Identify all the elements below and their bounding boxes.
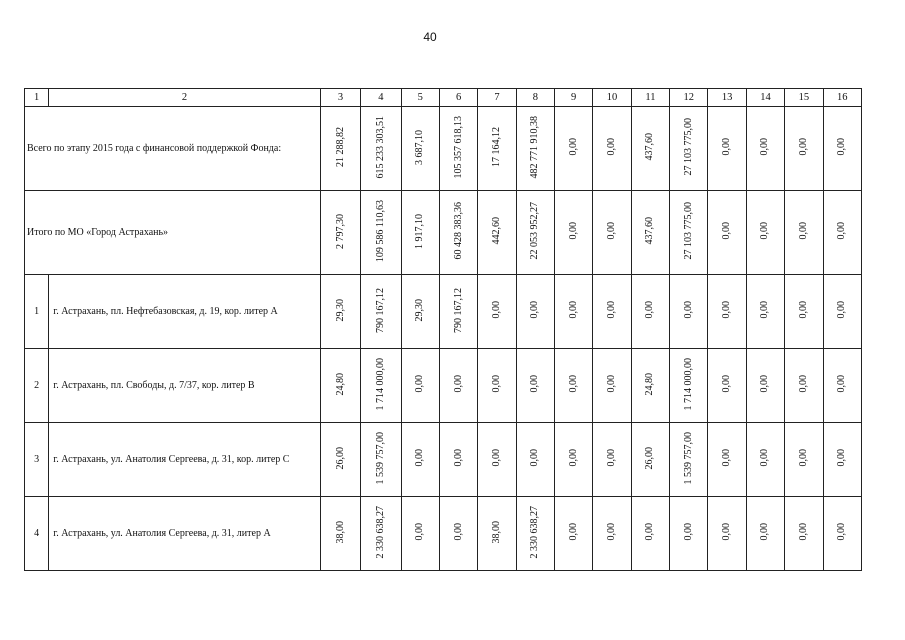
value-cell	[785, 423, 823, 497]
value-cell	[401, 107, 439, 191]
value-cell	[516, 497, 554, 571]
value-cell	[593, 107, 631, 191]
value-cell	[670, 275, 708, 349]
value-text: 0,00	[721, 222, 733, 240]
value-cell	[439, 349, 477, 423]
value-cell	[708, 191, 746, 275]
row-index: 1	[25, 275, 49, 349]
total-row	[25, 107, 862, 191]
value-cell	[516, 107, 554, 191]
value-cell	[823, 423, 861, 497]
value-text: 0,00	[759, 375, 771, 393]
address-cell: г. Астрахань, ул. Анатолия Сергеева, д. 31, кор. литер С	[49, 423, 321, 497]
value-text: 482 771 910,38	[529, 115, 541, 179]
value-cell	[823, 275, 861, 349]
value-text: 38,00	[490, 520, 502, 544]
table-row	[25, 497, 862, 571]
table-row	[25, 349, 862, 423]
value-text: 3 687,10	[414, 129, 426, 165]
value-cell	[746, 423, 784, 497]
value-text: 0,00	[644, 301, 656, 319]
column-header-11: 11	[631, 89, 669, 107]
value-text: 1 917,10	[414, 213, 426, 249]
value-text: 0,00	[606, 301, 618, 319]
value-cell	[593, 423, 631, 497]
total-label: Всего по этапу 2015 года с финансовой поддержкой Фонда:	[25, 107, 321, 191]
value-text: 105 357 618,13	[452, 115, 464, 179]
value-text: 60 428 383,36	[452, 202, 464, 260]
value-text: 0,00	[606, 375, 618, 393]
value-text: 0,00	[606, 449, 618, 467]
value-text: 615 233 303,51	[374, 115, 386, 179]
value-text: 0,00	[529, 301, 541, 319]
value-text: 0,00	[682, 301, 694, 319]
value-cell	[746, 497, 784, 571]
value-text: 0,00	[797, 222, 809, 240]
value-cell	[785, 497, 823, 571]
column-header-9: 9	[555, 89, 593, 107]
column-header-13: 13	[708, 89, 746, 107]
value-cell	[401, 191, 439, 275]
value-cell	[593, 349, 631, 423]
value-cell	[320, 191, 360, 275]
value-cell	[401, 497, 439, 571]
column-header-5: 5	[401, 89, 439, 107]
value-cell	[746, 275, 784, 349]
value-cell	[631, 497, 669, 571]
value-text: 437,60	[644, 133, 656, 161]
value-cell	[593, 497, 631, 571]
value-cell	[361, 349, 401, 423]
value-text: 0,00	[606, 222, 618, 240]
value-cell	[746, 107, 784, 191]
value-text: 0,00	[797, 375, 809, 393]
value-text: 27 103 775,00	[682, 202, 694, 260]
value-text: 26,00	[334, 446, 346, 470]
value-text: 0,00	[452, 449, 464, 467]
column-header-3: 3	[320, 89, 360, 107]
address-cell: г. Астрахань, ул. Анатолия Сергеева, д. 31, литер А	[49, 497, 321, 571]
value-cell	[708, 275, 746, 349]
row-index: 3	[25, 423, 49, 497]
value-cell	[478, 423, 516, 497]
value-cell	[593, 275, 631, 349]
value-cell	[361, 275, 401, 349]
value-text: 790 167,12	[374, 287, 386, 333]
value-text: 0,00	[721, 375, 733, 393]
value-text: 0,00	[606, 138, 618, 156]
column-header-16: 16	[823, 89, 861, 107]
header-row	[25, 89, 862, 107]
value-cell	[823, 497, 861, 571]
value-text: 0,00	[797, 138, 809, 156]
value-text: 0,00	[759, 138, 771, 156]
value-text: 2 330 638,27	[529, 505, 541, 559]
column-header-2: 2	[49, 89, 321, 107]
column-header-14: 14	[746, 89, 784, 107]
value-cell	[823, 191, 861, 275]
value-text: 0,00	[759, 449, 771, 467]
value-text: 38,00	[334, 520, 346, 544]
value-text: 1 714 000,00	[682, 357, 694, 411]
value-text: 24,80	[644, 372, 656, 396]
value-cell	[670, 349, 708, 423]
row-index: 4	[25, 497, 49, 571]
value-cell	[478, 107, 516, 191]
value-text: 24,80	[334, 372, 346, 396]
value-cell	[631, 349, 669, 423]
value-cell	[361, 423, 401, 497]
value-text: 0,00	[836, 222, 848, 240]
value-cell	[555, 423, 593, 497]
value-text: 0,00	[836, 301, 848, 319]
column-header-7: 7	[478, 89, 516, 107]
column-header-12: 12	[670, 89, 708, 107]
value-cell	[478, 191, 516, 275]
value-text: 29,30	[334, 298, 346, 322]
table-row	[25, 423, 862, 497]
value-cell	[516, 275, 554, 349]
row-index: 2	[25, 349, 49, 423]
value-text: 1 714 000,00	[374, 357, 386, 411]
value-text: 0,00	[836, 523, 848, 541]
value-text: 0,00	[490, 301, 502, 319]
value-cell	[670, 497, 708, 571]
value-text: 0,00	[529, 375, 541, 393]
value-cell	[439, 191, 477, 275]
value-text: 0,00	[490, 375, 502, 393]
column-header-10: 10	[593, 89, 631, 107]
value-text: 0,00	[567, 375, 579, 393]
value-cell	[516, 349, 554, 423]
value-text: 27 103 775,00	[682, 118, 694, 176]
value-text: 0,00	[567, 523, 579, 541]
value-cell	[785, 275, 823, 349]
value-text: 0,00	[452, 375, 464, 393]
value-cell	[823, 107, 861, 191]
value-text: 0,00	[414, 375, 426, 393]
value-cell	[361, 107, 401, 191]
value-cell	[670, 107, 708, 191]
value-cell	[555, 497, 593, 571]
value-cell	[670, 423, 708, 497]
value-text: 1 539 757,00	[374, 431, 386, 485]
value-text: 0,00	[836, 138, 848, 156]
value-cell	[478, 275, 516, 349]
value-cell	[555, 349, 593, 423]
value-cell	[361, 497, 401, 571]
value-text: 442,60	[490, 217, 502, 245]
column-header-4: 4	[361, 89, 401, 107]
address-cell: г. Астрахань, пл. Нефтебазовская, д. 19, кор. литер А	[49, 275, 321, 349]
value-cell	[631, 107, 669, 191]
value-text: 0,00	[721, 449, 733, 467]
value-cell	[593, 191, 631, 275]
value-cell	[746, 191, 784, 275]
value-cell	[401, 275, 439, 349]
column-header-15: 15	[785, 89, 823, 107]
column-header-6: 6	[439, 89, 477, 107]
value-cell	[708, 497, 746, 571]
value-text: 0,00	[452, 523, 464, 541]
value-text: 0,00	[529, 449, 541, 467]
value-text: 0,00	[836, 375, 848, 393]
value-cell	[708, 107, 746, 191]
value-text: 0,00	[490, 449, 502, 467]
value-text: 0,00	[836, 449, 848, 467]
data-table	[24, 88, 862, 571]
value-text: 0,00	[414, 523, 426, 541]
value-cell	[439, 497, 477, 571]
value-text: 0,00	[682, 523, 694, 541]
value-text: 0,00	[414, 449, 426, 467]
value-cell	[823, 349, 861, 423]
value-cell	[439, 107, 477, 191]
value-cell	[708, 423, 746, 497]
value-text: 0,00	[644, 523, 656, 541]
value-cell	[320, 275, 360, 349]
value-cell	[670, 191, 708, 275]
value-text: 0,00	[759, 523, 771, 541]
value-text: 21 288,82	[334, 127, 346, 167]
value-cell	[401, 423, 439, 497]
value-text: 0,00	[759, 301, 771, 319]
total-row	[25, 191, 862, 275]
value-cell	[439, 423, 477, 497]
value-cell	[785, 191, 823, 275]
value-cell	[516, 191, 554, 275]
column-header-1: 1	[25, 89, 49, 107]
value-text: 0,00	[567, 222, 579, 240]
value-text: 22 053 952,27	[529, 202, 541, 260]
value-cell	[708, 349, 746, 423]
value-text: 0,00	[567, 449, 579, 467]
value-cell	[478, 349, 516, 423]
value-text: 0,00	[721, 138, 733, 156]
value-cell	[631, 275, 669, 349]
table-row	[25, 275, 862, 349]
page-number: 40	[423, 30, 437, 44]
value-text: 0,00	[759, 222, 771, 240]
value-text: 17 164,12	[490, 127, 502, 167]
value-text: 437,60	[644, 217, 656, 245]
value-text: 29,30	[414, 298, 426, 322]
total-label: Итого по МО «Город Астрахань»	[25, 191, 321, 275]
value-cell	[631, 423, 669, 497]
value-cell	[555, 107, 593, 191]
value-text: 2 797,30	[334, 213, 346, 249]
value-text: 1 539 757,00	[682, 431, 694, 485]
value-cell	[785, 107, 823, 191]
value-cell	[320, 349, 360, 423]
value-cell	[555, 191, 593, 275]
value-text: 0,00	[567, 138, 579, 156]
value-text: 790 167,12	[452, 287, 464, 333]
value-cell	[478, 497, 516, 571]
address-cell: г. Астрахань, пл. Свободы, д. 7/37, кор. литер В	[49, 349, 321, 423]
value-cell	[320, 423, 360, 497]
value-cell	[785, 349, 823, 423]
value-text: 109 586 110,63	[374, 199, 386, 263]
value-cell	[401, 349, 439, 423]
value-cell	[361, 191, 401, 275]
value-text: 26,00	[644, 446, 656, 470]
value-text: 0,00	[797, 449, 809, 467]
value-text: 0,00	[567, 301, 579, 319]
value-text: 2 330 638,27	[374, 505, 386, 559]
value-text: 0,00	[721, 301, 733, 319]
value-cell	[516, 423, 554, 497]
value-text: 0,00	[606, 523, 618, 541]
value-cell	[746, 349, 784, 423]
value-cell	[631, 191, 669, 275]
value-cell	[320, 497, 360, 571]
value-cell	[439, 275, 477, 349]
value-cell	[555, 275, 593, 349]
value-text: 0,00	[797, 301, 809, 319]
value-text: 0,00	[721, 523, 733, 541]
value-cell	[320, 107, 360, 191]
column-header-8: 8	[516, 89, 554, 107]
value-text: 0,00	[797, 523, 809, 541]
